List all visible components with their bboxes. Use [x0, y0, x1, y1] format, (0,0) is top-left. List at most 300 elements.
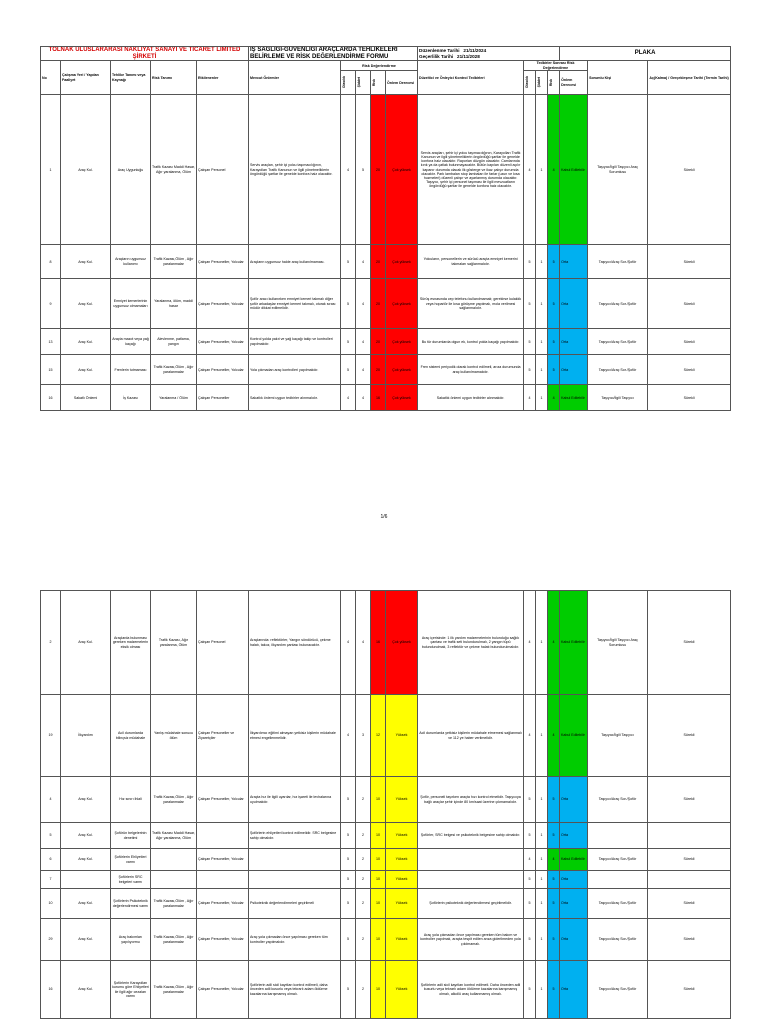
- row-probability-after: 5: [524, 777, 536, 823]
- row-no: 6: [41, 849, 61, 871]
- row-activity: Araç Kul.: [61, 919, 111, 961]
- plate-field: PLAKA: [560, 47, 731, 61]
- row-term: Sürekli: [648, 919, 731, 961]
- row-affected: [197, 823, 249, 849]
- row-risk: Trafik Kazası,Ölüm , Ağır yaralanmalar: [151, 961, 197, 1019]
- row-probability-after: 4: [524, 695, 536, 777]
- table-row: [41, 777, 731, 823]
- row-responsible: Taşıyıcı/Araç Sor./Şoför: [588, 889, 648, 919]
- row-measures: [249, 849, 341, 871]
- row-hazard: Hız sınırı ihlali: [111, 777, 151, 823]
- table-row: [41, 385, 731, 411]
- row-severity: 4: [356, 385, 371, 411]
- row-hazard: Frenlerin tutmaması: [111, 355, 151, 385]
- row-priority-after: Orta: [560, 871, 588, 889]
- row-probability: 4: [341, 591, 356, 695]
- row-risk: Trafik Kazası, Ağır yaralanma, Ölüm: [151, 591, 197, 695]
- row-score: 20: [371, 279, 386, 329]
- row-priority: Yüksek: [386, 849, 418, 871]
- col-score: Risk: [372, 78, 377, 86]
- row-probability: 5: [341, 823, 356, 849]
- row-severity: 2: [356, 871, 371, 889]
- col-no: No: [41, 61, 61, 95]
- row-affected: Çalışan Personeller: [197, 385, 249, 411]
- table-row: [41, 823, 731, 849]
- row-priority: Yüksek: [386, 871, 418, 889]
- row-probability: 5: [341, 961, 356, 1019]
- row-no: 29: [41, 919, 61, 961]
- row-term: [648, 871, 731, 889]
- row-score-after: 4: [548, 849, 560, 871]
- row-probability: 5: [341, 871, 356, 889]
- row-score: 16: [371, 591, 386, 695]
- row-severity: 2: [356, 889, 371, 919]
- row-no: 15: [41, 355, 61, 385]
- row-score: 10: [371, 823, 386, 849]
- row-control: [418, 871, 524, 889]
- row-priority-after: Orta: [560, 961, 588, 1019]
- row-control: Fren sistemi periyodik olarak kontrol edilmeli, arıza durumunda araç kullanılmamalıdır.: [418, 355, 524, 385]
- row-probability: 5: [341, 245, 356, 279]
- col-score-after: Risk: [549, 78, 554, 86]
- row-score: 10: [371, 871, 386, 889]
- table-row: [41, 961, 731, 1019]
- row-severity: 4: [356, 355, 371, 385]
- dates-block: [418, 47, 560, 61]
- row-severity-after: 1: [536, 919, 548, 961]
- row-severity-after: 1: [536, 849, 548, 871]
- row-priority-after: Kabul Edilebilir: [560, 385, 588, 411]
- table-row: [41, 329, 731, 355]
- row-measures: [249, 871, 341, 889]
- row-severity: 2: [356, 849, 371, 871]
- row-hazard: Araç bakımları yapılıyormu: [111, 919, 151, 961]
- table-row: [41, 871, 731, 889]
- row-responsible: Taşıyıcı/İlgili Taşıyıcı Araç Sorumlusu: [588, 95, 648, 245]
- row-score-after: 5: [548, 245, 560, 279]
- row-severity-after: 1: [536, 823, 548, 849]
- row-responsible: [588, 823, 648, 849]
- row-activity: Araç Kul.: [61, 961, 111, 1019]
- row-term: Sürekli: [648, 95, 731, 245]
- row-activity: Araç Kul.: [61, 777, 111, 823]
- col-control: Düzeltici ve Önleyici Kontrol Tedbirleri: [418, 61, 524, 95]
- row-probability: 5: [341, 355, 356, 385]
- page-1: [40, 46, 730, 411]
- row-score-after: 4: [548, 385, 560, 411]
- table-row: [41, 849, 731, 871]
- row-severity: 2: [356, 777, 371, 823]
- row-term: Sürekli: [648, 245, 731, 279]
- row-hazard: Şoförlerin Psikoteknik değerlendirmesi varmı: [111, 889, 151, 919]
- row-responsible: Taşıyıcı/Araç Sor./Şoför: [588, 355, 648, 385]
- valid-date-label: Geçerlilik Tarihi: [419, 53, 454, 59]
- row-risk: Trafik Kazası,Ölüm , Ağır yaralanmalar: [151, 889, 197, 919]
- row-hazard: Şoförlerin SRC belgeleri varmı: [111, 871, 151, 889]
- table-row: [41, 355, 731, 385]
- row-score-after: 5: [548, 889, 560, 919]
- table-row: [41, 889, 731, 919]
- row-measures: Şoförlerin ehliyetleri kontrol edilmelidir. SRC belgesine sahip olmalıdır.: [249, 823, 341, 849]
- row-measures: İlkyardımcı eğitimi almayan yetkisiz kişilerin müdahale etmesi engellenmelidir.: [249, 695, 341, 777]
- row-score: 20: [371, 95, 386, 245]
- row-severity-after: 1: [536, 961, 548, 1019]
- row-term: Sürekli: [648, 695, 731, 777]
- row-term: Sürekli: [648, 329, 731, 355]
- row-risk: Trafik Kazası,Ölüm , Ağır yaralanmalar: [151, 919, 197, 961]
- row-severity: 2: [356, 919, 371, 961]
- row-severity-after: 1: [536, 279, 548, 329]
- row-no: 10: [41, 889, 61, 919]
- row-measures: Araçta hız ile ilgili uyarılar, hız işareti ile levhalarına uyulmalıdır.: [249, 777, 341, 823]
- table-body-page-2: [41, 591, 731, 1019]
- row-severity-after: 1: [536, 889, 548, 919]
- row-term: [648, 823, 731, 849]
- row-severity-after: 1: [536, 245, 548, 279]
- table-row: [41, 95, 731, 245]
- row-risk: Yaralanma / Ölüm: [151, 385, 197, 411]
- col-prob-after: Olasılık: [525, 76, 530, 89]
- row-score-after: 4: [548, 695, 560, 777]
- row-severity-after: 1: [536, 591, 548, 695]
- row-score: 10: [371, 919, 386, 961]
- row-no: 16: [41, 385, 61, 411]
- row-measures: Şoförlerin adli sicil kayıtları kontrol edilmeli, daha önceden adli kusurlu veya tekrarlı adam öldürme kazalarına karışmamış olmalı.: [249, 961, 341, 1019]
- row-affected: Çalışan Personeller, Yolcular: [197, 889, 249, 919]
- row-probability: 5: [341, 849, 356, 871]
- table-row: [41, 695, 731, 777]
- row-risk: Trafik Kazası,Ölüm , Ağır yaralanmalar: [151, 777, 197, 823]
- row-hazard: Araçların uygunsuz kullanımı: [111, 245, 151, 279]
- row-control: Araç içerisinde: 1 ilk yardım malzemelerinin bulunduğu sağlık çantası ve trafik seti bulundurulmalı, 2 yangın tüpü bulundurulmalı, 3 reflektör ve çekme halatı bulundurulmalıdır.: [418, 591, 524, 695]
- row-severity: 4: [356, 329, 371, 355]
- row-control: Yolcuların, personellerin ve sürücü araçta emniyet kemerini takmaları sağlanmalıdır.: [418, 245, 524, 279]
- row-score-after: 5: [548, 777, 560, 823]
- row-measures: Servis araçları, şehir içi yolcu taşımacılığının, Karayolları Trafik Kanunun ve ilgili yönetmeliklerin öngördüğü şartlar ile genelde konfora haiz olacaktır.: [249, 95, 341, 245]
- row-no: 5: [41, 823, 61, 849]
- col-affected: Etkilenenler: [197, 61, 249, 95]
- row-affected: Çalışan Personel: [197, 95, 249, 245]
- row-priority: Yüksek: [386, 961, 418, 1019]
- row-priority: Yüksek: [386, 695, 418, 777]
- row-priority: Çok yüksek: [386, 245, 418, 279]
- row-score-after: 5: [548, 871, 560, 889]
- col-risk-eval: Risk Değerlendirme: [341, 61, 418, 71]
- row-score-after: 5: [548, 823, 560, 849]
- table-row: [41, 245, 731, 279]
- row-score-after: 5: [548, 329, 560, 355]
- row-score: 20: [371, 329, 386, 355]
- table-row: [41, 591, 731, 695]
- row-hazard: Araçta mazot veya yağ kaçağı: [111, 329, 151, 355]
- row-no: 4: [41, 777, 61, 823]
- row-activity: Araç Kul.: [61, 329, 111, 355]
- row-control: Şoförlerin adli sicil kayıtları kontrol edilmeli. Daha önceden adli kusurlu veya tekrarlı adam öldürme kazalarına karışmamış olmalı, alkollü araç kullanmamış olmalı.: [418, 961, 524, 1019]
- col-priority-after: Önlem Derecesi: [560, 71, 588, 95]
- row-no: 7: [41, 871, 61, 889]
- col-measures: Mevcut Önlemler: [249, 61, 341, 95]
- company-name: TOLNAK ULUSLARARASI NAKLİYAT SANAYİ VE TİCARET LİMİTED ŞİRKETİ: [41, 47, 249, 61]
- row-responsible: Taşıyıcı/Araç Sor./Şoför: [588, 961, 648, 1019]
- row-priority-after: Orta: [560, 823, 588, 849]
- row-priority: Çok yüksek: [386, 591, 418, 695]
- row-severity-after: 1: [536, 777, 548, 823]
- row-score: 12: [371, 695, 386, 777]
- row-affected: Çalışan Personeller, Yolcular: [197, 961, 249, 1019]
- row-priority: Yüksek: [386, 919, 418, 961]
- row-probability: 4: [341, 95, 356, 245]
- row-term: Sürekli: [648, 777, 731, 823]
- row-hazard: Emniyet kemerlerinin uygunsuz olmamaları: [111, 279, 151, 329]
- risk-table-page-1: [40, 46, 731, 411]
- row-term: Sürekli: [648, 961, 731, 1019]
- row-probability-after: 5: [524, 245, 536, 279]
- row-score: 20: [371, 245, 386, 279]
- row-probability: 5: [341, 889, 356, 919]
- row-priority-after: Kabul Edilebilir: [560, 591, 588, 695]
- row-severity-after: 1: [536, 695, 548, 777]
- row-priority: Yüksek: [386, 823, 418, 849]
- row-activity: Sakatlı Önlemi: [61, 385, 111, 411]
- row-hazard: Araç Uygunluğu: [111, 95, 151, 245]
- table-row: [41, 279, 731, 329]
- row-risk: [151, 871, 197, 889]
- row-measures: Araçların uygunsuz halde araç kullanılmaması.: [249, 245, 341, 279]
- row-severity: 3: [356, 695, 371, 777]
- row-score-after: 4: [548, 95, 560, 245]
- row-measures: Şoför aracı kullanırken emniyet kemeri takmalı diğer şoför arkadaşlar emniyet kemeri takmalı, oturak sırası müdür dikkat edilmelidir.: [249, 279, 341, 329]
- row-severity: 5: [356, 95, 371, 245]
- row-measures: Kontrol yolda yakıt ve yağ kaçağı takip ve kontrolleri yapılmalıdır.: [249, 329, 341, 355]
- row-responsible: Taşıyıcı/Araç Sor./Şoför: [588, 777, 648, 823]
- row-measures: Araç yola çıkmadan önce yapılması gereken tüm kontroller yapılmalıdır.: [249, 919, 341, 961]
- row-risk: Yanlış müdahale sonucu ölüm: [151, 695, 197, 777]
- row-probability-after: 5: [524, 279, 536, 329]
- row-affected: Çalışan Personel: [197, 591, 249, 695]
- row-risk: Trafik Kazası,Ölüm , Ağır yaralanmalar: [151, 245, 197, 279]
- row-term: Sürekli: [648, 385, 731, 411]
- row-priority-after: Orta: [560, 919, 588, 961]
- row-priority-after: Orta: [560, 355, 588, 385]
- row-no: 2: [41, 591, 61, 695]
- issue-date-label: Düzenlenme Tarihi: [419, 48, 460, 54]
- row-score: 10: [371, 777, 386, 823]
- row-no: 13: [41, 329, 61, 355]
- row-priority: Çok yüksek: [386, 355, 418, 385]
- row-no: 1: [41, 95, 61, 245]
- table-body-page-1: [41, 95, 731, 411]
- row-priority-after: Kabul Edilebilir: [560, 95, 588, 245]
- row-priority-after: Orta: [560, 889, 588, 919]
- row-score: 20: [371, 355, 386, 385]
- col-sev-after: Şiddet: [537, 76, 542, 88]
- row-probability: 4: [341, 385, 356, 411]
- row-activity: Araç Kul.: [61, 355, 111, 385]
- row-hazard: Araçlarda bulunması gereken malzemelerin eksik olması: [111, 591, 151, 695]
- row-risk: Trafik Kazası Maddi Hasar, Ağır yaralanma, Ölüm: [151, 95, 197, 245]
- row-severity-after: 1: [536, 385, 548, 411]
- row-priority-after: Kabul Edilebilir: [560, 849, 588, 871]
- row-probability: 4: [341, 695, 356, 777]
- row-activity: Araç Kul.: [61, 95, 111, 245]
- row-affected: Çalışan Personeller ve Ziyaretçiler: [197, 695, 249, 777]
- row-affected: Çalışan Personeller, Yolcular: [197, 329, 249, 355]
- row-responsible: Taşıyıcı/Araç Sor./Şoför: [588, 245, 648, 279]
- row-affected: Çalışan Personeller, Yolcular: [197, 355, 249, 385]
- row-severity: 2: [356, 823, 371, 849]
- row-priority: Yüksek: [386, 777, 418, 823]
- row-priority-after: Orta: [560, 245, 588, 279]
- row-probability-after: 5: [524, 889, 536, 919]
- row-activity: [61, 871, 111, 889]
- row-score: 10: [371, 849, 386, 871]
- col-priority: Önlem Derecesi: [386, 71, 418, 95]
- row-term: Sürekli: [648, 889, 731, 919]
- row-probability: 5: [341, 777, 356, 823]
- row-measures: Psikoteknik değerlendirmeleri geçirilmeli: [249, 889, 341, 919]
- row-term: Sürekli: [648, 849, 731, 871]
- row-no: 16: [41, 961, 61, 1019]
- row-priority: Çok yüksek: [386, 95, 418, 245]
- row-risk: Trafik Kazası,Ölüm , Ağır yaralanmalar: [151, 355, 197, 385]
- col-after-eval: Tedbirler Sonrası Risk Değerlendirme: [524, 61, 588, 71]
- row-hazard: Şoförlerin Karayolları kurumu göre Ehliyetleri ile ilgili ağır cezaları varmı: [111, 961, 151, 1019]
- row-responsible: Taşıyıcı/Araç Sor./Şoför: [588, 329, 648, 355]
- row-priority-after: Orta: [560, 279, 588, 329]
- valid-date: 21/11/2028: [457, 53, 480, 59]
- row-priority: Yüksek: [386, 889, 418, 919]
- row-severity: 4: [356, 245, 371, 279]
- row-priority: Çok yüksek: [386, 329, 418, 355]
- row-risk: Trafik Kazası Maddi Hasar, Ağır yaralanma, Ölüm: [151, 823, 197, 849]
- issue-date: 21/11/2024: [463, 48, 487, 54]
- row-risk: Alevlenme, patlama, yangın: [151, 329, 197, 355]
- row-probability: 5: [341, 919, 356, 961]
- row-score: 16: [371, 385, 386, 411]
- row-score: 10: [371, 961, 386, 1019]
- form-title: İŞ SAĞLIĞI-GÜVENLİĞİ ARAÇLARDA TEHLİKELERİ BELİRLEME VE RİSK DEĞERLENDİRME FORMU: [249, 47, 418, 61]
- row-severity: 2: [356, 961, 371, 1019]
- row-control: Bu tür durumlarda olgun ek, kontrol yolda kaçağı yapılmalıdır.: [418, 329, 524, 355]
- row-activity: Araç Kul.: [61, 889, 111, 919]
- row-hazard: Şoförlerin Ehliyetleri varmı: [111, 849, 151, 871]
- row-severity: 4: [356, 591, 371, 695]
- row-control: Şoförlerin psikoteknik değerlendirmesi geçirilmelidir.: [418, 889, 524, 919]
- row-hazard: İş Kazası: [111, 385, 151, 411]
- row-score-after: 5: [548, 355, 560, 385]
- row-priority-after: Orta: [560, 777, 588, 823]
- col-risk: Risk Tanımı: [151, 61, 197, 95]
- row-affected: Çalışan Personeller, Yolcular: [197, 849, 249, 871]
- row-probability-after: 5: [524, 329, 536, 355]
- page-number: 1/6: [380, 514, 388, 520]
- row-control: Sakatlık önlemi uygun tedbirler alınmalıdır.: [418, 385, 524, 411]
- row-score: 10: [371, 889, 386, 919]
- row-responsible: Taşıyıcı/İlgili Taşıyıcı: [588, 385, 648, 411]
- row-control: Servis araçları, şehir içi yolcu taşımacılığının, Karayolları Trafik Kanunun ve ilgili yönetmeliklerin öngördüğü şartlar ile genelde konfora haiz olacaktır. Raporları düzgün olacaktır. Camlarında kırık ya da çatlak bulunmayacaktır. Bütün kapıları düzenli açılır kapanır durumda olacak ilk gösterge ve ikaz çalışır durumda olacaktır. Park lambaları stop lambaları ile farlar (uzun ve kısa huzmeleri) düzenli çalışır ve ayarlanmış durumda olacaktır. Taşıyıcı, şehir içi personel taşıması ile ilgili mevzuatların öngördüğü şartlar ile genelde konfora haiz olacaktır.: [418, 95, 524, 245]
- row-severity: 4: [356, 279, 371, 329]
- row-probability-after: 4: [524, 591, 536, 695]
- col-term: Aç(Kalma) / Gerçekleşme Tarihi (Termin Tarihi): [648, 61, 731, 95]
- row-control: Araç yola çıkmadan önce yapılması gereken tüm bakım ve kontroller yapılmalı, araçta tespit edilen arıza giderilmeden yola çıkılmamalı.: [418, 919, 524, 961]
- row-control: Şoförler, SRC belgesi ve psikoteknik belgesine sahip olmalıdır.: [418, 823, 524, 849]
- col-sev: Şiddet: [357, 76, 362, 88]
- row-severity-after: 1: [536, 329, 548, 355]
- row-measures: Yola çıkmadan araç kontrolleri yapılmalıdır.: [249, 355, 341, 385]
- row-hazard: Şoförün belgelerinin denetimi: [111, 823, 151, 849]
- row-control: [418, 849, 524, 871]
- row-probability-after: 4: [524, 385, 536, 411]
- row-priority-after: Orta: [560, 329, 588, 355]
- row-severity-after: 1: [536, 95, 548, 245]
- row-activity: Araç Kul.: [61, 245, 111, 279]
- row-probability-after: 5: [524, 355, 536, 385]
- row-affected: Çalışan Personeller, Yolcular: [197, 279, 249, 329]
- row-term: Sürekli: [648, 591, 731, 695]
- row-hazard: Acil durumlarda bilinçsiz müdahale: [111, 695, 151, 777]
- row-responsible: Taşıyıcı/Araç Sor./Şoför: [588, 279, 648, 329]
- row-term: Sürekli: [648, 355, 731, 385]
- row-score-after: 5: [548, 961, 560, 1019]
- row-no: 19: [41, 695, 61, 777]
- row-control: Şoför, personeli taşırken araçta hızı kontrol etmelidir. Taşıyıcıya bağlı araçlar şehir içinde 80 km/saat üzerine çıkmamalıdır.: [418, 777, 524, 823]
- risk-table-page-2: [40, 590, 731, 1019]
- row-affected: [197, 871, 249, 889]
- row-probability: 5: [341, 329, 356, 355]
- row-risk: Yaralanma, ölüm, maddi hasar: [151, 279, 197, 329]
- row-affected: Çalışan Personeller, Yolcular: [197, 919, 249, 961]
- row-severity-after: 1: [536, 871, 548, 889]
- row-responsible: Taşıyıcı/İlgili Taşıyıcı: [588, 695, 648, 777]
- row-activity: Araç Kul.: [61, 823, 111, 849]
- row-activity: Araç Kul.: [61, 849, 111, 871]
- row-activity: İlkyardım: [61, 695, 111, 777]
- row-severity-after: 1: [536, 355, 548, 385]
- row-score-after: 4: [548, 591, 560, 695]
- row-affected: Çalışan Personeller, Yolcular: [197, 777, 249, 823]
- row-probability-after: 5: [524, 919, 536, 961]
- row-probability-after: 4: [524, 95, 536, 245]
- row-probability: 5: [341, 279, 356, 329]
- row-probability-after: 5: [524, 871, 536, 889]
- row-priority: Çok yüksek: [386, 385, 418, 411]
- col-activity: Çalışma Yeri / Yapılan Faaliyet: [61, 61, 111, 95]
- col-hazard: Tehlike Tanımı veya Kaynağı: [111, 61, 151, 95]
- row-activity: Araç Kul.: [61, 279, 111, 329]
- row-probability-after: 5: [524, 961, 536, 1019]
- row-control: Sürüş esnasında cep telefonu kullanılmamalı; gerekirse kulaklık veya hoparlör ile kısa görüşme yapılmalı, mola verilmesi sağlanmalıdır.: [418, 279, 524, 329]
- row-probability-after: 4: [524, 849, 536, 871]
- row-priority-after: Kabul Edilebilir: [560, 695, 588, 777]
- row-score-after: 5: [548, 279, 560, 329]
- table-row: [41, 919, 731, 961]
- row-responsible: [588, 871, 648, 889]
- col-responsible: Sorumlu Kişi: [588, 61, 648, 95]
- row-term: Sürekli: [648, 279, 731, 329]
- row-responsible: Taşıyıcı/Araç Sor./Şoför: [588, 919, 648, 961]
- col-prob: Olasılık: [342, 76, 347, 89]
- row-responsible: Taşıyıcı/Araç Sor./Şoför: [588, 849, 648, 871]
- row-affected: Çalışan Personeller, Yolcular: [197, 245, 249, 279]
- row-responsible: Taşıyıcı/İlgili Taşıyıcı Araç Sorumlusu: [588, 591, 648, 695]
- row-measures: Sakatlık önlemi uygun tedbirler alınmalıdır.: [249, 385, 341, 411]
- row-control: Acil durumlarda yetkisiz kişilerin müdahale etmemesi sağlanmalı ve 112 ye haber verilmelidir.: [418, 695, 524, 777]
- row-no: 8: [41, 245, 61, 279]
- row-score-after: 5: [548, 919, 560, 961]
- row-risk: [151, 849, 197, 871]
- row-activity: Araç Kul.: [61, 591, 111, 695]
- row-probability-after: 5: [524, 823, 536, 849]
